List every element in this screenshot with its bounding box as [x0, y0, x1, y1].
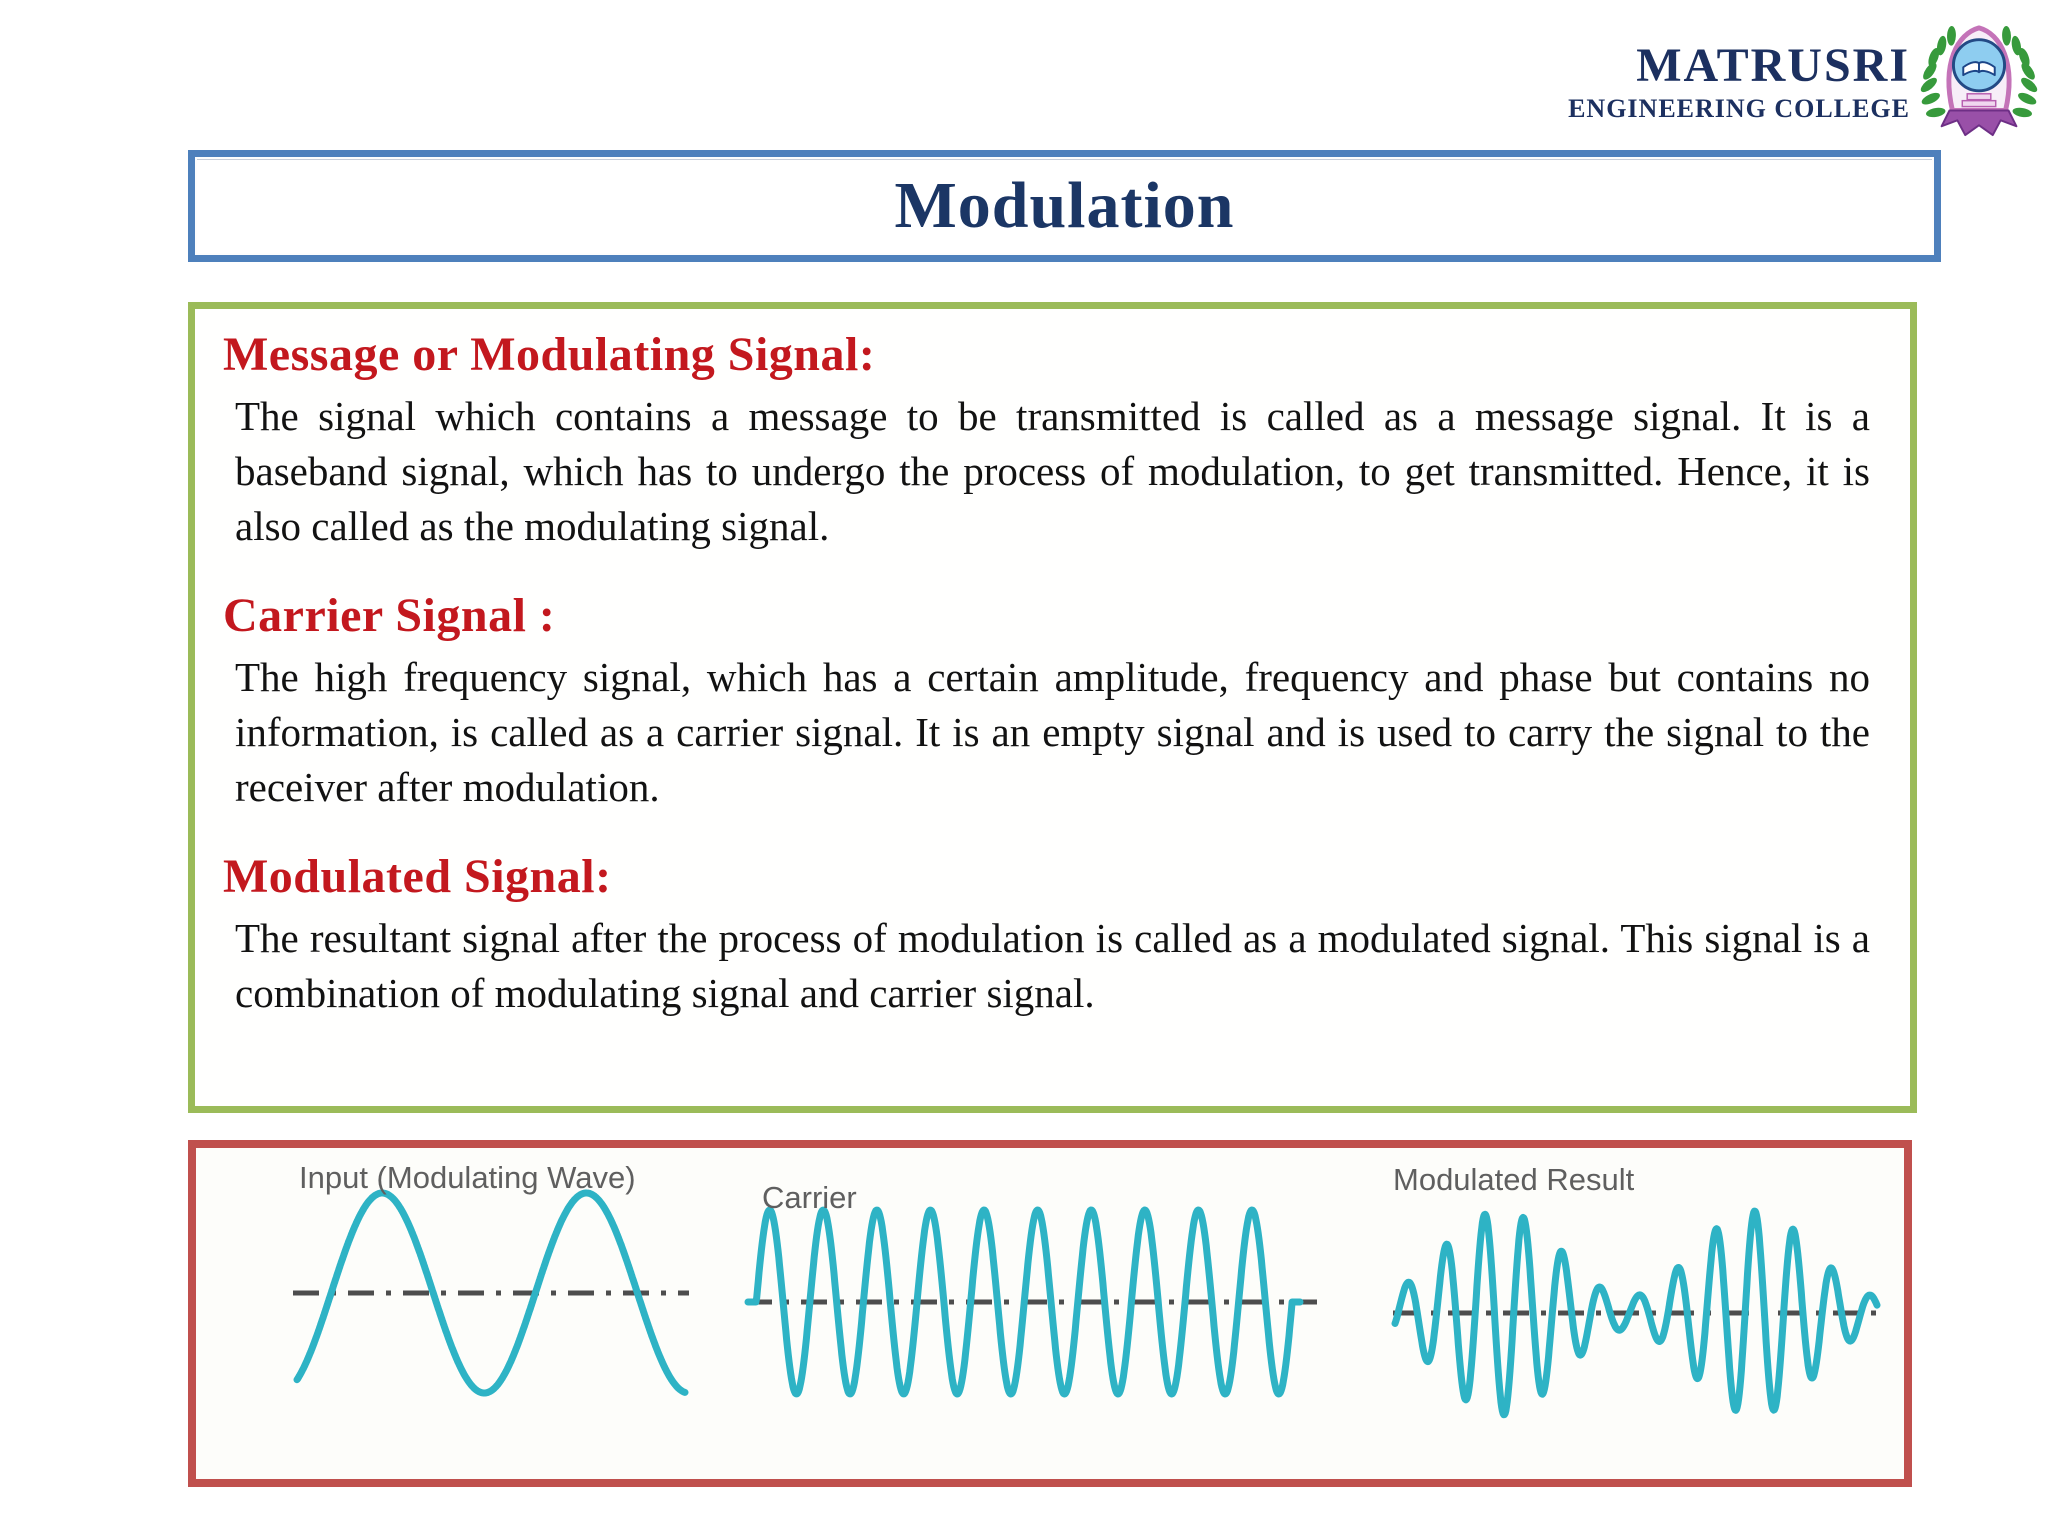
section-heading: Modulated Signal:	[223, 850, 612, 903]
waveform-label: Carrier	[762, 1180, 857, 1215]
section-message-signal	[223, 327, 1870, 554]
college-logo-text	[1568, 38, 1910, 124]
college-crest-icon	[1920, 16, 2038, 146]
title-box	[188, 150, 1941, 262]
waveform-label: Input (Modulating Wave)	[299, 1160, 636, 1195]
college-subtitle: ENGINEERING COLLEGE	[1568, 94, 1910, 123]
waveform-diagram-panel	[188, 1140, 1912, 1487]
college-name: MATRUSRI	[1636, 39, 1910, 92]
section-body: The signal which contains a message to be transmitted is called as a message signal. It is a baseband signal, which has to undergo the process of modulation, to get transmitted. Hence, it is also called as the modulating signal.	[235, 393, 1870, 549]
section-heading: Message or Modulating Signal:	[223, 328, 876, 381]
waveform-group-input	[291, 1148, 691, 1479]
waveform-group-modulated	[1391, 1148, 1881, 1479]
input-wave-plot	[291, 1148, 691, 1479]
section-heading: Carrier Signal :	[223, 589, 556, 642]
wave-curve	[748, 1210, 1300, 1394]
section-modulated-signal	[223, 849, 1870, 1021]
page-title: Modulation	[894, 169, 1235, 242]
waveform-group-carrier	[744, 1148, 1319, 1479]
content-panel	[188, 302, 1917, 1113]
waveform-label: Modulated Result	[1393, 1162, 1635, 1197]
section-body: The high frequency signal, which has a certain amplitude, frequency and phase but contains no information, is called as a carrier signal. It is an empty signal and is used to carry the signal to the receiver after modulation.	[235, 654, 1870, 810]
section-carrier-signal	[223, 588, 1870, 815]
section-body: The resultant signal after the process of modulation is called as a modulated signal. This signal is a combination of modulating signal and carrier signal.	[235, 915, 1870, 1016]
college-logo	[1568, 16, 2038, 146]
